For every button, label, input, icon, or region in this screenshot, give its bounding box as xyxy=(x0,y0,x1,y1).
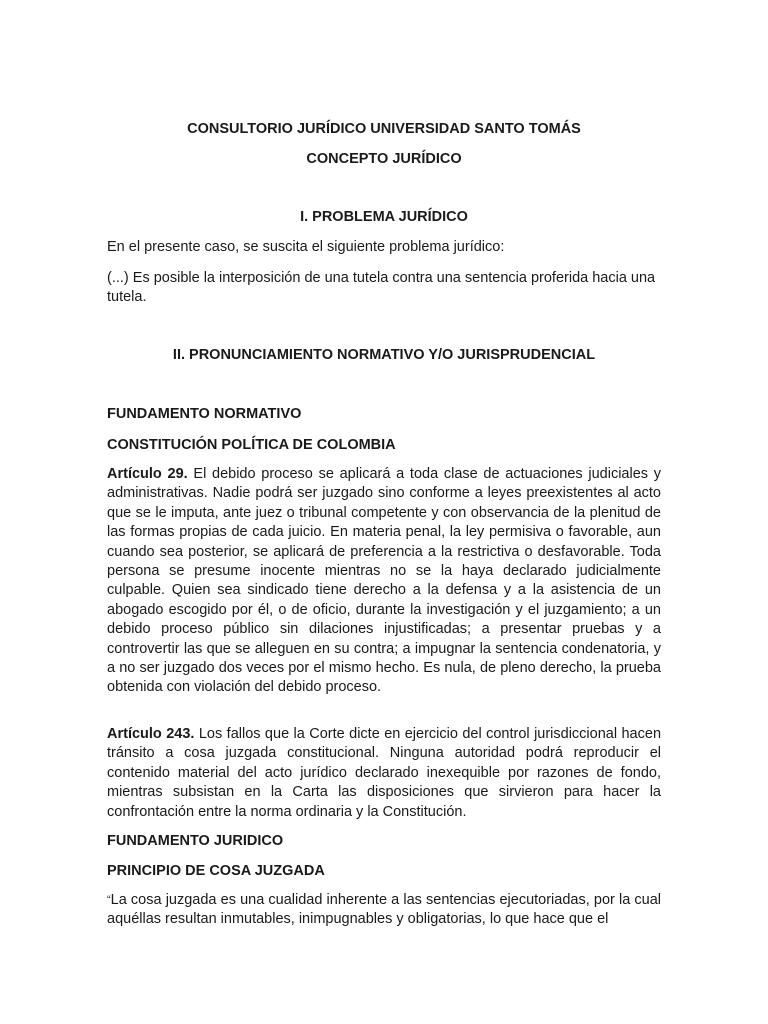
fundamento-normativo-heading: FUNDAMENTO NORMATIVO xyxy=(107,406,302,422)
quote-text: La cosa juzgada es una cualidad inherente a las sentencias ejecutoriadas, por la cual aquéllas resultan inmutables, inimpugnables y obligatorias, lo que hace que el xyxy=(107,892,661,928)
constitucion-heading: CONSTITUCIÓN POLÍTICA DE COLOMBIA xyxy=(107,437,396,453)
document-title: CONSULTORIO JURÍDICO UNIVERSIDAD SANTO TOMÁS xyxy=(187,121,581,137)
articulo-243-label: Artículo 243. xyxy=(107,726,195,742)
articulo-29-text: El debido proceso se aplicará a toda clase de actuaciones judiciales y administrativas. Nadie podrá ser juzgado sino conforme a leyes preexistentes al acto que se le imputa, ante juez o tribunal competente y con observancia de la plenitud de las formas propias de cada juicio. En materia penal, la ley permisiva o favorable, aun cuando sea posterior, se aplicará de preferencia a la restrictiva o desfavorable. Toda persona se presume inocente mientras no se la haya declarado judicialmente culpable. Quien sea sindicado tiene derecho a la defensa y a la asistencia de un abogado escogido por él, o de oficio, durante la investigación y el juzgamiento; a un debido proceso público sin dilaciones injustificadas; a presentar pruebas y a controvertir las que se alleguen en su contra; a impugnar la sentencia condenatoria, y a no ser juzgado dos veces por el mismo hecho. Es nula, de pleno derecho, la prueba obtenida con violación del debido proceso. xyxy=(107,466,662,696)
section-2-heading: II. PRONUNCIAMIENTO NORMATIVO Y/O JURISPRUDENCIAL xyxy=(172,347,596,363)
articulo-243-text: Los fallos que la Corte dicte en ejercicio del control jurisdiccional hacen tránsito a cosa juzgada constitucional. Ninguna autoridad podrá reproducir el contenido material del acto jurídico declarado inexequible por razones de fondo, mientras subsistan en la Carta las disposiciones que sirvieron para hacer la confrontación entre la norma ordinaria y la Constitución. xyxy=(107,726,662,820)
articulo-243-paragraph xyxy=(107,725,661,822)
problem-question: (...) Es posible la interposición de una tutela contra una sentencia proferida hacia una tutela. xyxy=(107,270,656,306)
document-subtitle: CONCEPTO JURÍDICO xyxy=(306,151,462,167)
articulo-29-label: Artículo 29. xyxy=(107,466,188,482)
fundamento-juridico-heading: FUNDAMENTO JURIDICO xyxy=(107,833,284,849)
open-quote-mark: “ xyxy=(107,894,111,906)
articulo-29-paragraph xyxy=(107,465,661,698)
cosa-juzgada-quote xyxy=(107,891,661,930)
section-1-heading: I. PROBLEMA JURÍDICO xyxy=(300,209,468,225)
principio-heading: PRINCIPIO DE COSA JUZGADA xyxy=(107,863,325,879)
problem-intro: En el presente caso, se suscita el siguiente problema jurídico: xyxy=(107,239,505,255)
